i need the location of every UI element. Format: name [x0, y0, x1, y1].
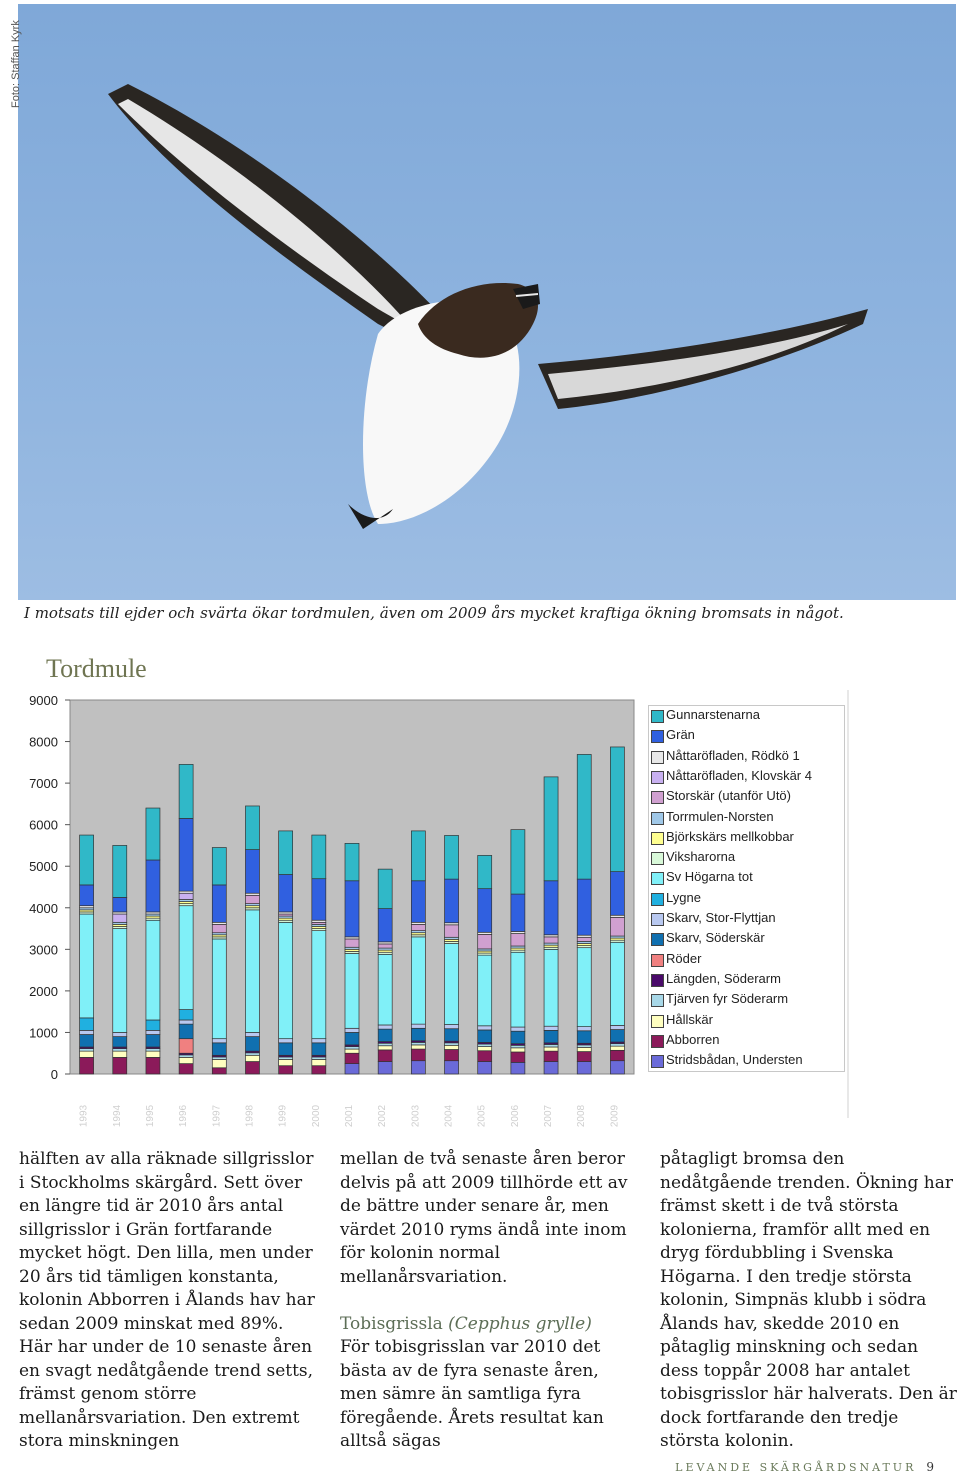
bar-segment — [544, 949, 558, 1026]
bar-segment — [113, 1049, 127, 1051]
bar-segment — [577, 1062, 591, 1074]
x-tick-label: 2005 — [476, 1104, 488, 1128]
legend-label: Viksharorna — [666, 849, 736, 865]
text-column-1 — [19, 1148, 319, 1454]
bar-segment — [478, 1044, 492, 1046]
bar-segment — [577, 937, 591, 941]
bar-segment — [146, 808, 160, 860]
legend-swatch — [651, 954, 664, 967]
bar-segment — [445, 835, 459, 879]
bar-segment — [113, 897, 127, 912]
y-tick-label: 4000 — [29, 900, 58, 916]
y-tick-label: 0 — [50, 1067, 58, 1082]
bar-segment — [312, 1059, 326, 1065]
chart-title: Tordmule — [46, 654, 147, 683]
text-column-3 — [660, 1148, 960, 1454]
bar-segment — [312, 1039, 326, 1043]
bar-segment — [445, 1061, 459, 1074]
bar-segment — [279, 1039, 293, 1043]
section-heading — [340, 1313, 640, 1337]
bar-segment — [445, 1045, 459, 1049]
legend-label: Nåttaröfladen, Klovskär 4 — [666, 767, 812, 783]
y-tick-label: 6000 — [29, 817, 58, 833]
bar-segment — [511, 1062, 525, 1074]
bar-segment — [345, 953, 359, 1028]
bar-segment — [511, 1031, 525, 1043]
photo-credit: Foto: Staffan Kyrk — [10, 20, 22, 108]
x-tick-label: 2004 — [443, 1104, 455, 1128]
column-2-text-a: mellan de två senaste åren beror delvis på att 2009 tillhörde ett av de bättre under senare år, men värdet 2010 ryms ändå inte inom för kolonin normal mellanårsvariation. — [340, 1149, 628, 1287]
bar-segment — [544, 881, 558, 935]
legend-label: Nåttaröfladen, Rödkö 1 — [666, 747, 800, 763]
bar-segment — [610, 747, 624, 872]
y-tick-label: 2000 — [29, 983, 58, 999]
bar-segment — [610, 1030, 624, 1042]
bar-segment — [179, 818, 193, 891]
bar-segment — [610, 1044, 624, 1046]
bar-segment — [245, 1053, 259, 1055]
column-3-text: påtagligt bromsa den nedåtgående trenden. Ökning har främst skett i de två största kolonierna, framför allt med en dryg fördubbling i Svenska Högarna. I den tredje största kolonin, Simpnäs klubb i södra Ålands hav, skedde 2010 en påtaglig minskning och sedan dess toppår 2008 har antalet tobisgrisslor här halverats. Den är dock fortfarande den tredje största kolonin. — [660, 1149, 957, 1451]
bar-segment — [80, 1030, 94, 1034]
bar-segment — [378, 1025, 392, 1029]
bar-segment — [146, 860, 160, 912]
bar-segment — [411, 1061, 425, 1074]
razorbill-illustration — [18, 4, 956, 600]
bar-segment — [345, 881, 359, 937]
bar-segment — [146, 1020, 160, 1030]
legend-swatch — [651, 933, 664, 946]
bar-segment — [212, 1057, 226, 1059]
bar-segment — [610, 1061, 624, 1074]
legend-swatch — [651, 730, 664, 743]
bar-segment — [345, 1047, 359, 1049]
y-tick-label: 1000 — [29, 1025, 58, 1041]
legend-swatch — [651, 771, 664, 784]
bar-segment — [378, 1062, 392, 1074]
x-tick-label: 1993 — [78, 1104, 90, 1128]
bar-segment — [312, 1066, 326, 1074]
bar-segment — [279, 1057, 293, 1059]
bar-segment — [179, 1020, 193, 1024]
bar-segment — [610, 1025, 624, 1029]
bar-segment — [212, 1043, 226, 1055]
bar-segment — [179, 1024, 193, 1039]
bar-segment — [212, 924, 226, 932]
photo-caption: I motsats till ejder och svärta ökar tordmulen, även om 2009 års mycket kraftiga ökning bromsats in något. — [24, 604, 844, 622]
bar-segment — [179, 1064, 193, 1074]
bar-segment — [378, 1029, 392, 1041]
bar-segment — [312, 879, 326, 921]
legend-label: Storskär (utanför Utö) — [666, 788, 791, 804]
legend-label: Stridsbådan, Understen — [666, 1052, 803, 1068]
legend-swatch — [651, 791, 664, 804]
bar-segment — [80, 1057, 94, 1074]
bar-segment — [245, 910, 259, 1033]
bar-segment — [511, 1027, 525, 1031]
bar-segment — [146, 1035, 160, 1047]
y-tick-label: 5000 — [29, 859, 58, 875]
bar-segment — [245, 895, 259, 903]
bar-segment — [610, 1046, 624, 1050]
bar-segment — [378, 909, 392, 942]
bar-segment — [511, 1045, 525, 1047]
bar-segment — [345, 1049, 359, 1053]
bar-segment — [378, 869, 392, 908]
bar-segment — [577, 948, 591, 1027]
bar-segment — [179, 1039, 193, 1054]
chart-legend — [648, 705, 845, 1072]
legend-swatch — [651, 751, 664, 764]
y-tick-label: 9000 — [29, 693, 58, 708]
bar-segment — [577, 754, 591, 879]
legend-label: Björkskärs mellkobbar — [666, 828, 794, 844]
bar-segment — [411, 1024, 425, 1028]
bar-segment — [179, 1055, 193, 1057]
bar-segment — [544, 1026, 558, 1030]
bar-segment — [146, 1049, 160, 1051]
bar-segment — [113, 1032, 127, 1036]
bar-segment — [212, 885, 226, 922]
bar-segment — [378, 944, 392, 948]
legend-swatch — [651, 1035, 664, 1048]
bar-segment — [212, 1059, 226, 1067]
bar-segment — [378, 1046, 392, 1050]
bar-segment — [445, 1029, 459, 1041]
bar-segment — [179, 906, 193, 1010]
x-tick-label: 1995 — [144, 1104, 156, 1128]
bar-segment — [378, 1050, 392, 1062]
bar-segment — [312, 1057, 326, 1059]
bar-segment — [544, 1044, 558, 1046]
bar-segment — [113, 845, 127, 897]
x-tick-label: 2003 — [410, 1104, 422, 1128]
bar-segment — [478, 1030, 492, 1042]
legend-swatch — [651, 994, 664, 1007]
x-tick-label: 2002 — [377, 1104, 389, 1128]
bar-segment — [179, 764, 193, 818]
bar-segment — [245, 1055, 259, 1061]
bar-segment — [312, 835, 326, 879]
x-tick-label: 2007 — [543, 1104, 555, 1128]
bar-segment — [113, 1051, 127, 1057]
bar-segment — [411, 924, 425, 930]
bar-segment — [245, 806, 259, 850]
bar-segment — [179, 1010, 193, 1020]
bar-segment — [411, 1049, 425, 1061]
bar-segment — [544, 1062, 558, 1074]
y-tick-label: 7000 — [29, 776, 58, 792]
bar-segment — [577, 1047, 591, 1051]
bar-segment — [577, 1027, 591, 1031]
x-tick-label: 1997 — [211, 1104, 223, 1128]
legend-label: Grän — [666, 727, 695, 743]
legend-label: Gunnarstenarna — [666, 707, 760, 722]
bar-segment — [113, 1037, 127, 1047]
bar-segment — [478, 934, 492, 949]
legend-label: Lygne — [666, 889, 701, 905]
bar-segment — [113, 929, 127, 1033]
bar-segment — [80, 885, 94, 906]
bar-segment — [113, 1057, 127, 1074]
bar-segment — [146, 920, 160, 1020]
bar-segment — [544, 1051, 558, 1061]
bar-segment — [478, 1051, 492, 1062]
legend-label: Längden, Söderarm — [666, 970, 781, 986]
bar-segment — [80, 1035, 94, 1047]
legend-label: Skarv, Stor-Flyttjan — [666, 910, 776, 925]
bar-segment — [478, 955, 492, 1026]
bar-segment — [245, 1032, 259, 1036]
bar-segment — [478, 1026, 492, 1030]
bar-segment — [179, 893, 193, 899]
legend-label: Torrmulen-Norsten — [666, 808, 774, 824]
bar-segment — [146, 1051, 160, 1057]
bar-segment — [411, 1045, 425, 1049]
bar-segment — [511, 894, 525, 931]
column-1-text: hälften av alla räknade sillgrisslor i Stockholms skärgård. Sett över en längre tid är 2010 års antal sillgrisslor i Grän fortfarande mycket högt. Den lilla, men under 20 års tid tämligen konstanta, kolonin Abborren i Ålands hav har sedan 2009 minskat med 89%. Här har under de 10 senaste åren en svagt nedåtgående trend setts, främst genom större mellanårsvariation. Den extremt stora minskningen — [19, 1149, 315, 1451]
x-tick-label: 2001 — [344, 1104, 355, 1128]
bar-segment — [577, 1052, 591, 1062]
bar-segment — [511, 830, 525, 894]
bar-segment — [411, 1042, 425, 1044]
legend-swatch — [651, 1015, 664, 1028]
bar-segment — [478, 1047, 492, 1051]
bar-segment — [511, 1048, 525, 1052]
bar-segment — [279, 1043, 293, 1055]
bar-segment — [610, 942, 624, 1025]
bar-segment — [445, 879, 459, 923]
bar-segment — [146, 1057, 160, 1074]
bar-segment — [312, 1043, 326, 1055]
legend-swatch — [651, 872, 664, 885]
legend-label: Skarv, Söderskär — [666, 930, 765, 946]
bar-segment — [212, 848, 226, 885]
x-tick-label: 1994 — [111, 1104, 123, 1128]
bar-segment — [345, 1028, 359, 1032]
bar-segment — [544, 1030, 558, 1042]
legend-swatch — [651, 893, 664, 906]
bar-segment — [312, 931, 326, 1039]
bar-segment — [345, 939, 359, 947]
bar-segment — [80, 835, 94, 885]
bar-segment — [411, 1028, 425, 1040]
bar-segment — [445, 925, 459, 937]
bar-segment — [511, 952, 525, 1027]
bar-segment — [80, 1051, 94, 1057]
bar-segment — [345, 1064, 359, 1074]
legend-label: Sv Högarna tot — [666, 869, 753, 885]
bar-segment — [478, 855, 492, 888]
bar-segment — [445, 1043, 459, 1045]
x-tick-label: 2000 — [310, 1104, 322, 1128]
bar-segment — [80, 1049, 94, 1051]
bar-segment — [80, 1018, 94, 1030]
legend-swatch — [651, 832, 664, 845]
x-tick-label: 2006 — [509, 1104, 521, 1128]
x-tick-label: 2008 — [576, 1104, 588, 1128]
column-2-text-b: För tobisgrisslan var 2010 det bästa av de fyra senaste åren, men sämre än samtliga fyra föregående. Årets resultat kan alltså sägas — [340, 1337, 604, 1451]
x-tick-label: 1998 — [244, 1104, 256, 1128]
bar-segment — [577, 1031, 591, 1043]
bar-segment — [245, 1037, 259, 1052]
bar-segment — [577, 1045, 591, 1047]
bar-segment — [212, 1039, 226, 1043]
bar-segment — [577, 879, 591, 935]
magazine-name: LEVANDE SKÄRGÅRDSNATUR — [675, 1461, 917, 1474]
bar-segment — [279, 1059, 293, 1065]
bar-segment — [80, 914, 94, 1018]
page-number: 9 — [926, 1460, 934, 1474]
legend-swatch — [651, 852, 664, 865]
bar-segment — [411, 831, 425, 881]
bar-segment — [279, 831, 293, 875]
bar-segment — [445, 1025, 459, 1029]
bar-segment — [345, 843, 359, 880]
bar-segment — [411, 937, 425, 1024]
bar-segment — [279, 922, 293, 1038]
legend-label: Hållskär — [666, 1011, 713, 1027]
bar-segment — [478, 889, 492, 933]
bar-segment — [511, 1052, 525, 1062]
bar-segment — [279, 875, 293, 912]
bar-segment — [179, 1057, 193, 1063]
bar-segment — [445, 944, 459, 1025]
page-footer — [675, 1460, 934, 1474]
bar-segment — [511, 934, 525, 946]
section-heading-latin: (Cepphus grylle) — [448, 1313, 592, 1334]
bar-segment — [212, 939, 226, 1039]
bar-segment — [378, 954, 392, 1025]
bird-photo — [18, 4, 956, 600]
bar-segment — [245, 1062, 259, 1074]
x-tick-label: 1999 — [277, 1104, 289, 1128]
legend-label: Tjärven fyr Söderarm — [666, 991, 789, 1007]
bar-segment — [345, 1053, 359, 1063]
legend-swatch — [651, 812, 664, 825]
text-column-2 — [340, 1148, 640, 1454]
y-tick-label: 3000 — [29, 942, 58, 958]
bar-segment — [245, 850, 259, 894]
bar-segment — [279, 1066, 293, 1074]
bar-segment — [345, 1032, 359, 1044]
bar-segment — [113, 914, 127, 922]
y-tick-label: 8000 — [29, 734, 58, 750]
legend-label: Abborren — [666, 1031, 720, 1047]
bar-segment — [544, 937, 558, 943]
bar-segment — [378, 1043, 392, 1045]
bar-segment — [610, 917, 624, 936]
bar-segment — [411, 881, 425, 923]
legend-swatch — [651, 974, 664, 987]
bar-segment — [610, 1050, 624, 1060]
bar-segment — [544, 1047, 558, 1051]
legend-swatch — [651, 710, 664, 723]
bar-segment — [610, 872, 624, 916]
section-heading-name: Tobisgrissla — [340, 1313, 443, 1334]
bar-segment — [146, 1030, 160, 1034]
legend-label: Röder — [666, 950, 702, 966]
bar-segment — [212, 1068, 226, 1074]
bar-segment — [445, 1049, 459, 1060]
bar-segment — [544, 777, 558, 881]
bar-segment — [478, 1062, 492, 1074]
legend-swatch — [651, 913, 664, 926]
x-tick-label: 1996 — [178, 1104, 190, 1128]
legend-swatch — [651, 1055, 664, 1068]
x-tick-label: 2009 — [609, 1104, 621, 1128]
